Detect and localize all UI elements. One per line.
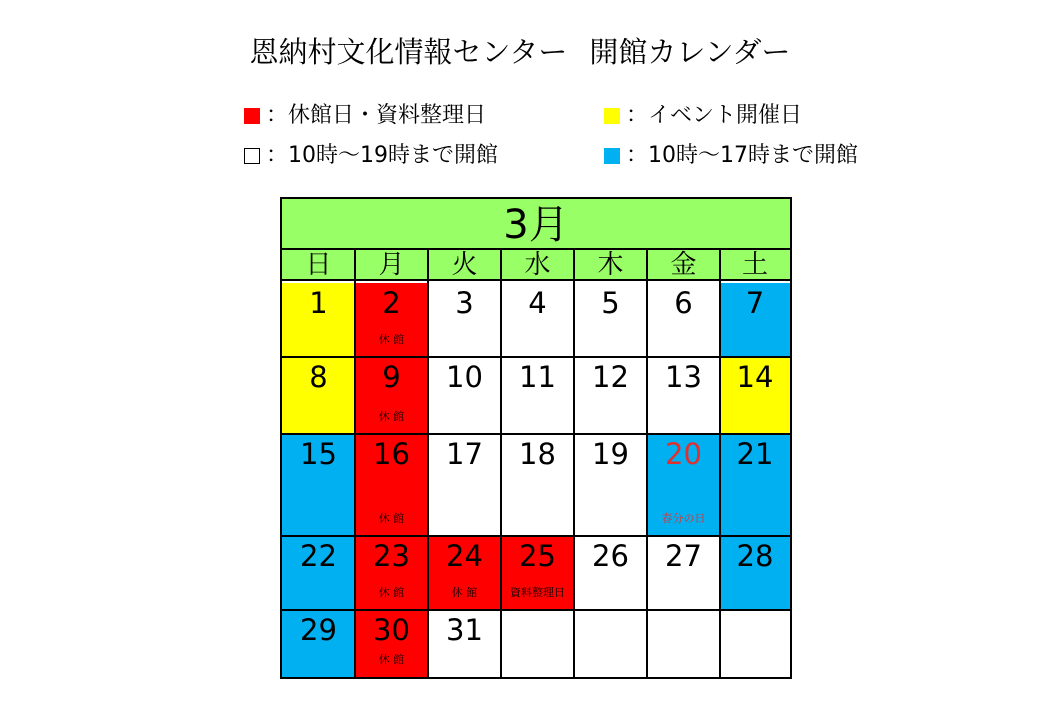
legend-short-text: ：10時～17時まで開館 — [626, 143, 858, 168]
day-number: 14 — [736, 360, 774, 394]
legend-short — [604, 141, 858, 171]
day-cell — [501, 283, 574, 357]
day-cell — [355, 283, 428, 357]
day-number: 30 — [373, 613, 410, 647]
day-number: 6 — [674, 286, 693, 320]
grid-vertical-line — [719, 250, 721, 677]
day-cell — [574, 357, 647, 434]
day-cell — [428, 536, 501, 610]
grid-horizontal-line — [282, 609, 790, 611]
day-note: 休 館 — [378, 410, 405, 423]
day-cell — [574, 536, 647, 610]
weekday-label: 火 — [428, 250, 501, 281]
day-number: 7 — [745, 286, 765, 320]
day-number: 22 — [300, 539, 337, 573]
day-cell — [355, 434, 428, 536]
day-cell — [282, 434, 355, 536]
blue-square-icon — [604, 148, 620, 164]
legend-event-text: ：イベント開催日 — [626, 103, 803, 128]
day-cell — [501, 536, 574, 610]
empty-cell — [574, 610, 647, 677]
day-cell — [647, 536, 720, 610]
day-number: 24 — [446, 539, 483, 573]
empty-cell — [501, 610, 574, 677]
day-cell — [720, 434, 790, 536]
day-cell — [720, 283, 790, 357]
grid-horizontal-line — [282, 433, 790, 435]
day-note: 休 館 — [378, 512, 405, 525]
day-cell — [501, 434, 574, 536]
day-number: 21 — [736, 437, 774, 471]
day-number: 2 — [382, 286, 401, 320]
empty-cell — [720, 610, 790, 677]
day-cell — [574, 283, 647, 357]
yellow-square-icon — [604, 108, 620, 124]
page-title — [0, 30, 1040, 71]
grid-horizontal-line — [282, 535, 790, 537]
day-number: 16 — [373, 437, 410, 471]
day-number: 13 — [665, 360, 702, 394]
grid-vertical-line — [573, 250, 575, 677]
day-note: 資料整理日 — [510, 586, 565, 599]
day-number: 11 — [519, 360, 556, 394]
day-number: 31 — [446, 613, 483, 647]
weekday-label: 日 — [282, 250, 355, 281]
day-cell — [720, 357, 790, 434]
day-cell — [501, 357, 574, 434]
day-cell — [574, 434, 647, 536]
empty-cell — [647, 610, 720, 677]
day-number: 5 — [601, 286, 620, 320]
day-note: 春分の日 — [661, 512, 706, 525]
day-cell — [355, 357, 428, 434]
month-header: 3月 — [282, 199, 790, 250]
day-cell — [720, 536, 790, 610]
day-number: 20 — [665, 437, 702, 471]
day-note: 休 館 — [378, 653, 405, 666]
day-cell — [428, 610, 501, 677]
day-number: 26 — [592, 539, 629, 573]
day-number: 19 — [592, 437, 629, 471]
day-cell — [428, 357, 501, 434]
day-number: 17 — [446, 437, 483, 471]
day-number: 4 — [528, 286, 547, 320]
legend-closed-text: ：休館日・資料整理日 — [266, 103, 487, 128]
white-square-icon — [244, 148, 260, 164]
legend-event — [604, 101, 802, 131]
weekday-label: 月 — [355, 250, 428, 281]
day-number: 12 — [592, 360, 629, 394]
weekday-label: 水 — [501, 250, 574, 281]
day-cell — [282, 357, 355, 434]
day-cell — [282, 283, 355, 357]
day-number: 1 — [309, 286, 328, 320]
day-cell — [282, 536, 355, 610]
grid-vertical-line — [354, 250, 356, 677]
title-right: 開館カレンダー — [589, 35, 791, 69]
day-number: 9 — [382, 360, 401, 394]
day-number: 25 — [519, 539, 556, 573]
weekday-label: 木 — [574, 250, 647, 281]
day-number: 18 — [519, 437, 556, 471]
legend-normal — [244, 141, 498, 171]
day-number: 23 — [373, 539, 410, 573]
calendar — [280, 197, 792, 679]
day-number: 29 — [300, 613, 337, 647]
day-number: 3 — [455, 286, 474, 320]
grid-vertical-line — [500, 250, 502, 677]
day-cell — [647, 434, 720, 536]
day-number: 15 — [300, 437, 337, 471]
legend-closed — [244, 101, 486, 131]
day-cell — [428, 283, 501, 357]
day-note: 休 館 — [451, 586, 478, 599]
title-center: 恩納村文化情報センター — [249, 35, 568, 69]
day-number: 28 — [736, 539, 774, 573]
legend-normal-text: ：10時～19時まで開館 — [266, 143, 498, 168]
day-cell — [355, 536, 428, 610]
day-cell — [647, 283, 720, 357]
day-cell — [428, 434, 501, 536]
grid-vertical-line — [646, 250, 648, 677]
day-number: 27 — [665, 539, 702, 573]
day-note: 休 館 — [378, 586, 405, 599]
weekday-label: 金 — [647, 250, 720, 281]
weekday-label: 土 — [720, 250, 790, 281]
day-cell — [282, 610, 355, 677]
day-number: 8 — [309, 360, 328, 394]
grid-horizontal-line — [282, 356, 790, 358]
day-cell — [355, 610, 428, 677]
day-note: 休 館 — [378, 333, 405, 346]
day-number: 10 — [446, 360, 483, 394]
grid-vertical-line — [427, 250, 429, 677]
day-cell — [647, 357, 720, 434]
red-square-icon — [244, 108, 260, 124]
